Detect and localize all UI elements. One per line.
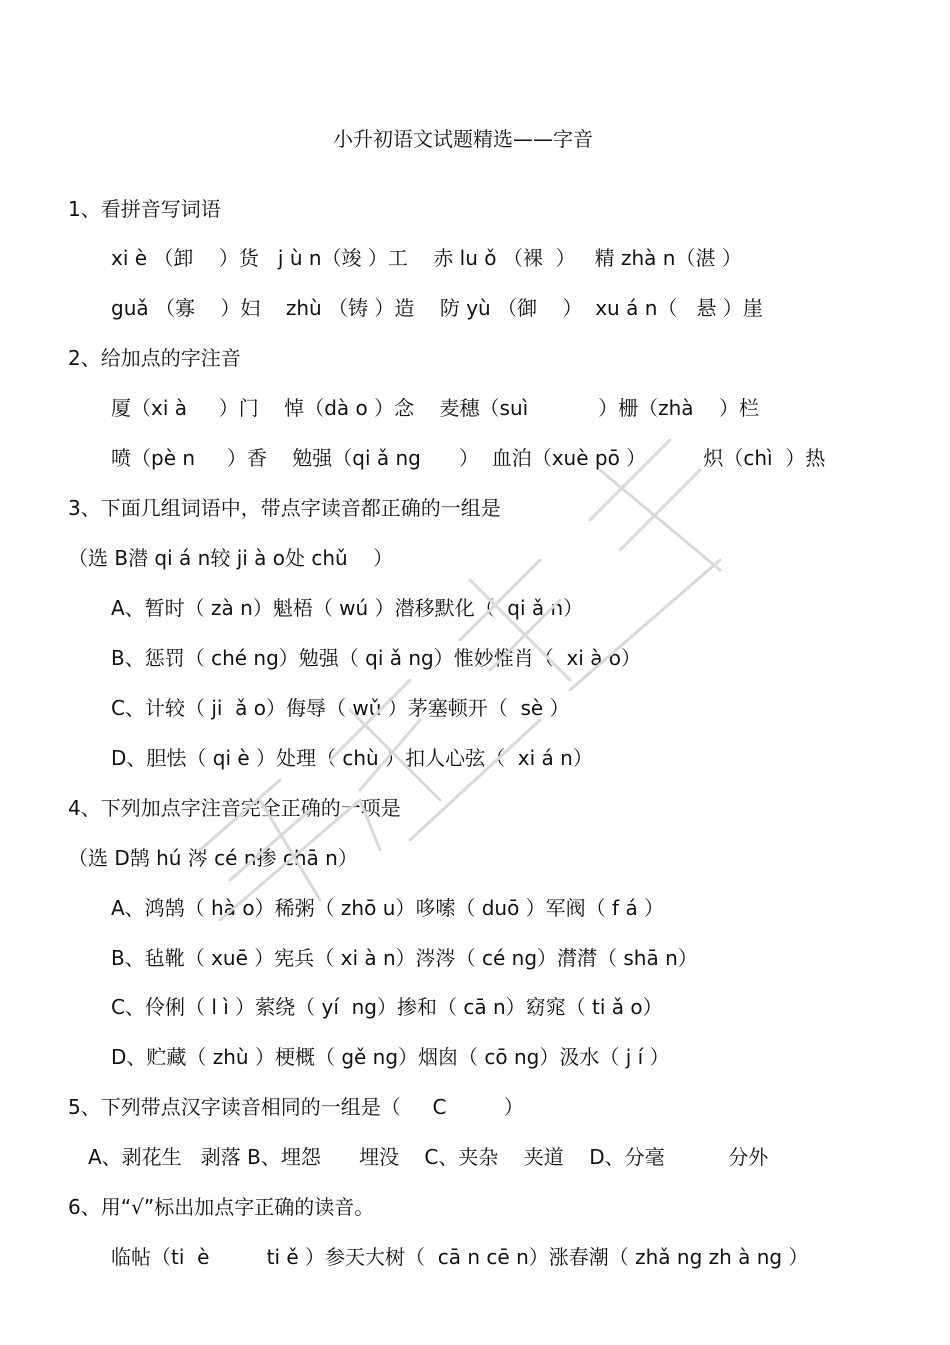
question-1-row-1: xi è （卸 ）货 j ù n（竣 ）工 赤 lu ǒ （裸 ） 精 zhà n（湛 ） (111, 246, 742, 270)
question-3-answer: （选 B潜 qi á n较 ji à o处 chǔ ） (68, 546, 394, 570)
question-4-answer: （选 D鹄 hú 涔 cé n掺 chā n） (68, 846, 358, 870)
question-4-option-b: B、毡靴（ xuē ）宪兵（ xi à n）涔涔（ cé ng）潸潸（ shā n） (111, 946, 698, 970)
question-4-heading: 4、下列加点字注音完全正确的一项是 (68, 796, 401, 820)
question-4-option-c: C、伶俐（ l ì ）萦绕（ yí ng）掺和（ cā n）窈窕（ ti ǎ o） (111, 995, 663, 1019)
question-2-row-1: 厦（xi à ）门 悼（dà o ）念 麦穗（suì ）栅（zhà ）栏 (111, 396, 759, 420)
question-2-heading: 2、给加点的字注音 (68, 346, 241, 370)
question-5-heading: 5、下列带点汉字读音相同的一组是（ C ） (68, 1095, 524, 1119)
question-3-option-c: C、计较（ ji ǎ o）侮辱（ wǔ ）茅塞顿开（ sè ） (111, 696, 570, 720)
question-2-row-2: 喷（pè n ）香 勉强（qi ǎ ng ） 血泊（xuè pō ） 炽（chì ）热 (111, 446, 826, 470)
question-3-option-b: B、惩罚（ ché ng）勉强（ qi ǎ ng）惟妙惟肖（ xi à o） (111, 646, 642, 670)
question-1-row-2: guǎ （寡 ）妇 zhù （铸 ）造 防 yù （御 ） xu á n（ 悬 ）崖 (111, 296, 763, 320)
page-title: 小升初语文试题精选——字音 (333, 127, 593, 151)
question-1-heading: 1、看拼音写词语 (68, 197, 221, 221)
question-6-heading: 6、用“√”标出加点字正确的读音。 (68, 1195, 375, 1219)
question-5-options: A、剥花生 剥落 B、埋怨 埋没 C、夹杂 夹道 D、分毫 分外 (88, 1145, 769, 1169)
question-3-option-d: D、胆怯（ qi è ）处理（ chù ）扣人心弦（ xi á n） (111, 746, 593, 770)
question-4-option-a: A、鸿鹄（ hà o）稀粥（ zhō u）哆嗦（ duō ）军阀（ f á ） (111, 896, 665, 920)
question-3-option-a: A、暂时（ zà n）魁梧（ wú ）潜移默化（ qi ǎ n） (111, 596, 584, 620)
question-3-heading: 3、下面几组词语中，带点字读音都正确的一组是 (68, 496, 501, 520)
question-4-option-d: D、贮藏（ zhù ）梗概（ gě ng）烟囱（ cō ng）汲水（ j í ） (111, 1045, 670, 1069)
question-6-row-1: 临帖（ti è ti ě ）参天大树（ cā n cē n）涨春潮（ zhǎ ng zh à ng ） (111, 1245, 809, 1269)
